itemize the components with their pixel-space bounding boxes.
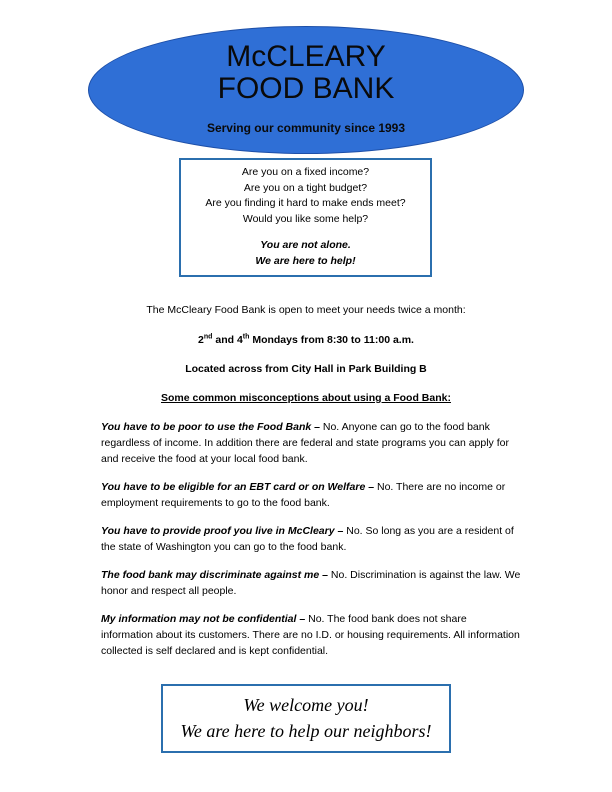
- questions-callout-box: [179, 158, 432, 277]
- opening-hours: 2nd and 4th Mondays from 8:30 to 11:00 a.m.: [198, 333, 414, 346]
- misconception-answer: No. The food bank does not share information about its customers. There are no I.D. or housing requirements. All information collected is self declared and is kept confidential.: [101, 613, 520, 657]
- callout-emphasis: You are not alone.: [260, 239, 351, 251]
- open-schedule-intro: The McCleary Food Bank is open to meet your needs twice a month:: [146, 304, 466, 316]
- misconception-item: [101, 479, 521, 511]
- location-text: Located across from City Hall in Park Building B: [185, 363, 427, 375]
- callout-emphasis: We are here to help!: [255, 254, 356, 267]
- misconception-claim: You have to be poor to use the Food Bank –: [101, 421, 320, 433]
- welcome-line-2: We are here to help our neighbors!: [180, 721, 432, 741]
- misconception-claim: You have to provide proof you live in McCleary –: [101, 525, 344, 537]
- misconception-claim: The food bank may discriminate against me –: [101, 569, 328, 581]
- callout-question: Would you like some help?: [242, 212, 369, 225]
- tagline: Serving our community since 1993: [206, 121, 406, 135]
- misconceptions-list: [101, 419, 521, 671]
- misconception-item: [101, 567, 521, 599]
- callout-question: Are you finding it hard to make ends meet?: [205, 197, 406, 209]
- welcome-box: [161, 684, 451, 753]
- misconception-item: [101, 523, 521, 555]
- misconception-item: [101, 611, 521, 659]
- misconception-answer: No. There are no income or employment requirements to go to the food bank.: [101, 481, 506, 509]
- title-line-1: McCLEARY: [226, 40, 386, 73]
- misconception-claim: My information may not be confidential –: [101, 613, 306, 625]
- misconception-item: [101, 419, 521, 467]
- misconception-answer: No. Discrimination is against the law. We honor and respect all people.: [101, 569, 521, 597]
- misconception-claim: You have to be eligible for an EBT card or on Welfare –: [101, 481, 375, 493]
- welcome-line-1: We welcome you!: [243, 695, 369, 715]
- misconceptions-heading: Some common misconceptions about using a Food Bank:: [161, 392, 451, 404]
- callout-question: Are you on a fixed income?: [241, 166, 370, 178]
- misconception-answer: No. Anyone can go to the food bank regardless of income. In addition there are federal and state programs you can apply for and receive the food at your local food bank.: [101, 421, 509, 465]
- misconception-answer: No. So long as you are a resident of the state of Washington you can go to the food bank.: [101, 525, 514, 553]
- title-line-2: FOOD BANK: [217, 72, 395, 105]
- callout-question: Are you on a tight budget?: [243, 181, 368, 194]
